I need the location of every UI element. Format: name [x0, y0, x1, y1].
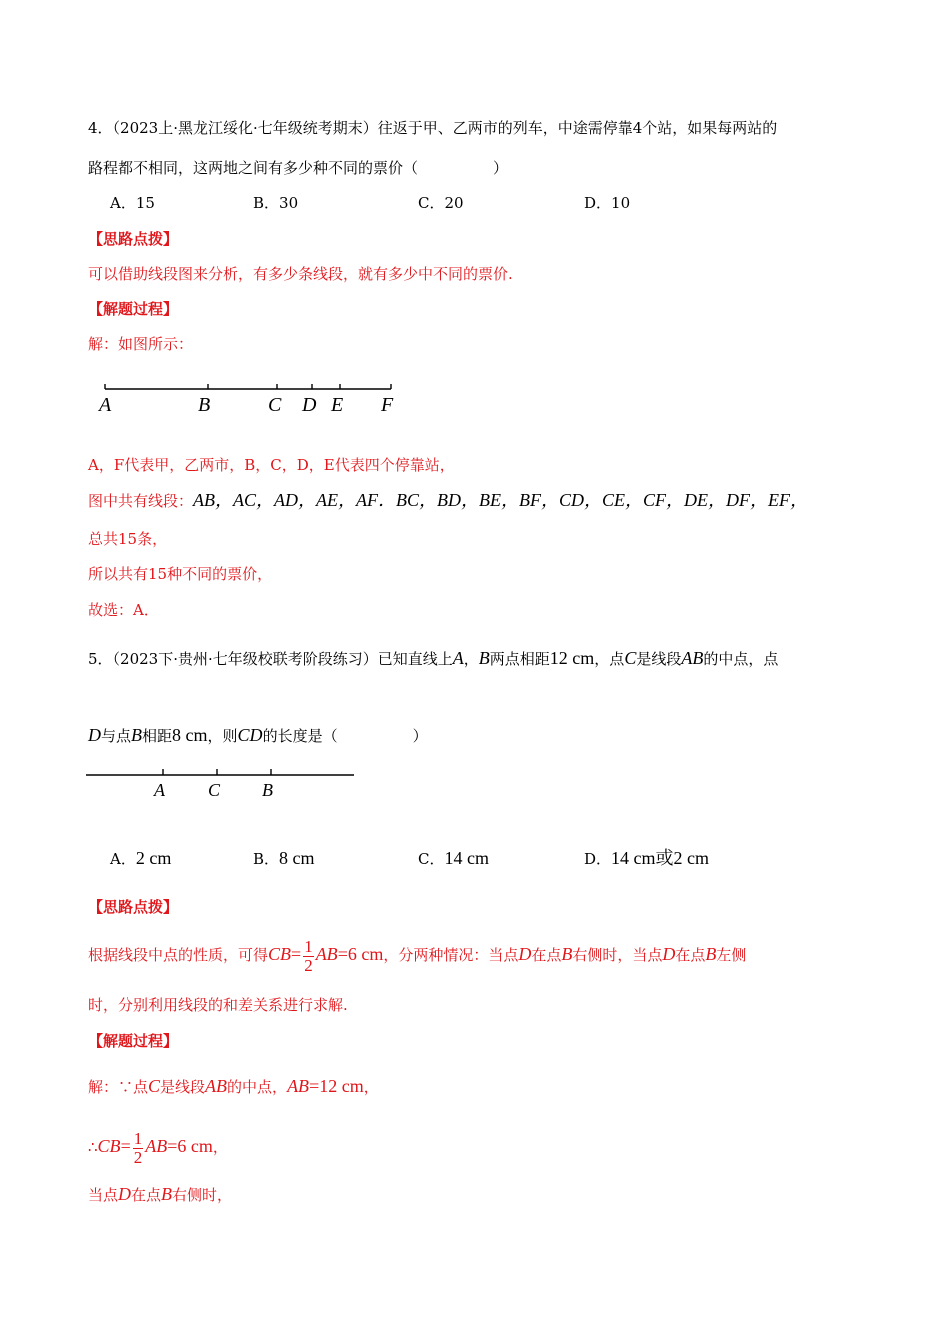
math-ab: AB — [287, 1076, 310, 1096]
q5-hint-title: 【思路点拨】 — [88, 898, 179, 916]
math-6cm: =6 cm — [337, 944, 384, 964]
math-8cm: 8 cm — [172, 725, 208, 745]
solution-text: 解：∵点 — [88, 1078, 149, 1096]
math-d: D — [662, 944, 676, 964]
math-c: C — [624, 648, 637, 668]
math-ab: AB — [315, 944, 338, 964]
q4-line-b — [88, 490, 808, 511]
math-eq: = — [120, 1136, 131, 1156]
q4-option-a: A．15 — [110, 194, 155, 212]
q5-stem-line1 — [88, 648, 778, 669]
therefore-symbol: ∴ — [88, 1138, 98, 1156]
math-12cm: 12 cm — [549, 648, 595, 668]
solution-text: ， — [212, 1138, 228, 1156]
point-c-label: C — [208, 780, 221, 800]
math-b: B — [561, 944, 573, 964]
math-d: D — [88, 725, 101, 745]
q4-segment-diagram — [90, 376, 410, 420]
q5-option-c — [418, 848, 489, 869]
q4-option-d: D．10 — [584, 194, 631, 212]
q5-text: ，点 — [594, 650, 625, 668]
math-b: B — [478, 648, 490, 668]
q4-stem-line2: 路程都不相同，这两地之间有多少种不同的票价（ ） — [88, 159, 509, 177]
math-d: D — [518, 944, 532, 964]
fraction-half — [133, 1130, 144, 1167]
hint-text: 在点 — [531, 946, 562, 964]
q4-line-a: A，F代表甲，乙两市，B，C，D，E代表四个停靠站， — [88, 456, 455, 474]
q5-text: 相距 — [142, 727, 173, 745]
math-a: A — [452, 648, 464, 668]
fraction-half — [303, 938, 314, 975]
q5-hint-line2: 时，分别利用线段的和差关系进行求解. — [88, 996, 348, 1014]
q4-option-c: C．20 — [418, 194, 464, 212]
point-a-label: A — [154, 780, 165, 800]
option-value: 14 cm — [444, 848, 489, 868]
point-f-label: F — [381, 394, 394, 416]
fraction-numerator: 1 — [304, 936, 313, 956]
q5-stem-line2 — [88, 725, 428, 746]
q4-hint-title: 【思路点拨】 — [88, 230, 179, 248]
fraction-denominator: 2 — [133, 1147, 143, 1167]
solution-text: ， — [363, 1078, 379, 1096]
q4-solution-intro: 解：如图所示： — [88, 335, 194, 353]
q5-solution-title: 【解题过程】 — [88, 1032, 179, 1050]
option-value: 14 cm或2 cm — [611, 848, 710, 868]
q4-segment-list: AB，AC，AD，AE，AF．BC，BD，BE，BF，CD，CE，CF，DE，DF，EF， — [193, 490, 808, 510]
math-cb: CB — [268, 944, 292, 964]
q5-solution-line2 — [88, 1128, 228, 1167]
solution-text: 当点 — [88, 1186, 119, 1204]
q4-line-b-prefix: 图中共有线段： — [88, 492, 194, 510]
q5-solution-line1 — [88, 1076, 379, 1097]
hint-text: 左侧 — [716, 946, 747, 964]
math-ab: AB — [145, 1136, 168, 1156]
q5-text: ， — [463, 650, 479, 668]
q5-hint-line1 — [88, 936, 746, 975]
math-b: B — [161, 1184, 173, 1204]
q5-option-a — [110, 848, 171, 869]
point-d-label: D — [302, 394, 317, 416]
q5-text: 是线段 — [636, 650, 682, 668]
point-e-label: E — [331, 394, 344, 416]
point-c-label: C — [268, 394, 282, 416]
fraction-denominator: 2 — [304, 955, 313, 975]
q5-text: 的中点，点 — [703, 650, 779, 668]
q5-option-b — [253, 848, 315, 869]
q4-line-e: 故选：A． — [88, 601, 159, 619]
math-cb: CB — [97, 1136, 121, 1156]
q4-solution-title: 【解题过程】 — [88, 300, 179, 318]
q4-option-b: B．30 — [253, 194, 299, 212]
q4-stem-line1: 4．（2023上·黑龙江绥化·七年级统考期末）往返于甲、乙两市的列车，中途需停靠4个站，如果每两站的 — [88, 119, 778, 137]
math-b: B — [705, 944, 717, 964]
q5-text: 与点 — [101, 727, 132, 745]
option-value: 8 cm — [279, 848, 315, 868]
hint-text: ，分两种情况：当点 — [383, 946, 519, 964]
math-eq: = — [291, 944, 302, 964]
option-prefix: C． — [418, 850, 445, 868]
q4-hint-text: 可以借助线段图来分析，有多少条线段，就有多少中不同的票价. — [88, 265, 513, 283]
math-c: C — [148, 1076, 161, 1096]
q5-text: ，则 — [207, 727, 238, 745]
q4-line-d: 所以共有15种不同的票价， — [88, 565, 273, 583]
hint-text: 根据线段中点的性质，可得 — [88, 946, 269, 964]
math-cd: CD — [237, 725, 263, 745]
q5-text: 的长度是（ ） — [262, 727, 428, 745]
solution-text: 右侧时， — [172, 1186, 233, 1204]
math-6cm: =6 cm — [167, 1136, 213, 1156]
hint-text: 在点 — [675, 946, 706, 964]
fraction-numerator: 1 — [133, 1128, 143, 1148]
math-ab: AB — [205, 1076, 228, 1096]
point-b-label: B — [198, 394, 211, 416]
hint-text: 右侧时，当点 — [572, 946, 663, 964]
q5-solution-line3 — [88, 1184, 232, 1205]
math-12cm: =12 cm — [309, 1076, 364, 1096]
math-d: D — [118, 1184, 132, 1204]
option-prefix: D． — [584, 850, 612, 868]
math-b: B — [131, 725, 143, 745]
q5-text: 两点相距 — [489, 650, 550, 668]
option-prefix: A． — [110, 850, 136, 868]
q5-option-d — [584, 848, 709, 869]
q4-line-c: 总共15条， — [88, 530, 168, 548]
q5-line-diagram — [86, 765, 358, 807]
solution-text: 的中点， — [227, 1078, 288, 1096]
point-a-label: A — [99, 394, 112, 416]
option-prefix: B． — [253, 850, 280, 868]
point-b-label: B — [262, 780, 273, 800]
q5-text: 5．（2023下·贵州·七年级校联考阶段练习）已知直线上 — [88, 650, 453, 668]
option-value: 2 cm — [135, 848, 172, 868]
solution-text: 是线段 — [160, 1078, 206, 1096]
solution-text: 在点 — [131, 1186, 162, 1204]
math-ab: AB — [681, 648, 704, 668]
